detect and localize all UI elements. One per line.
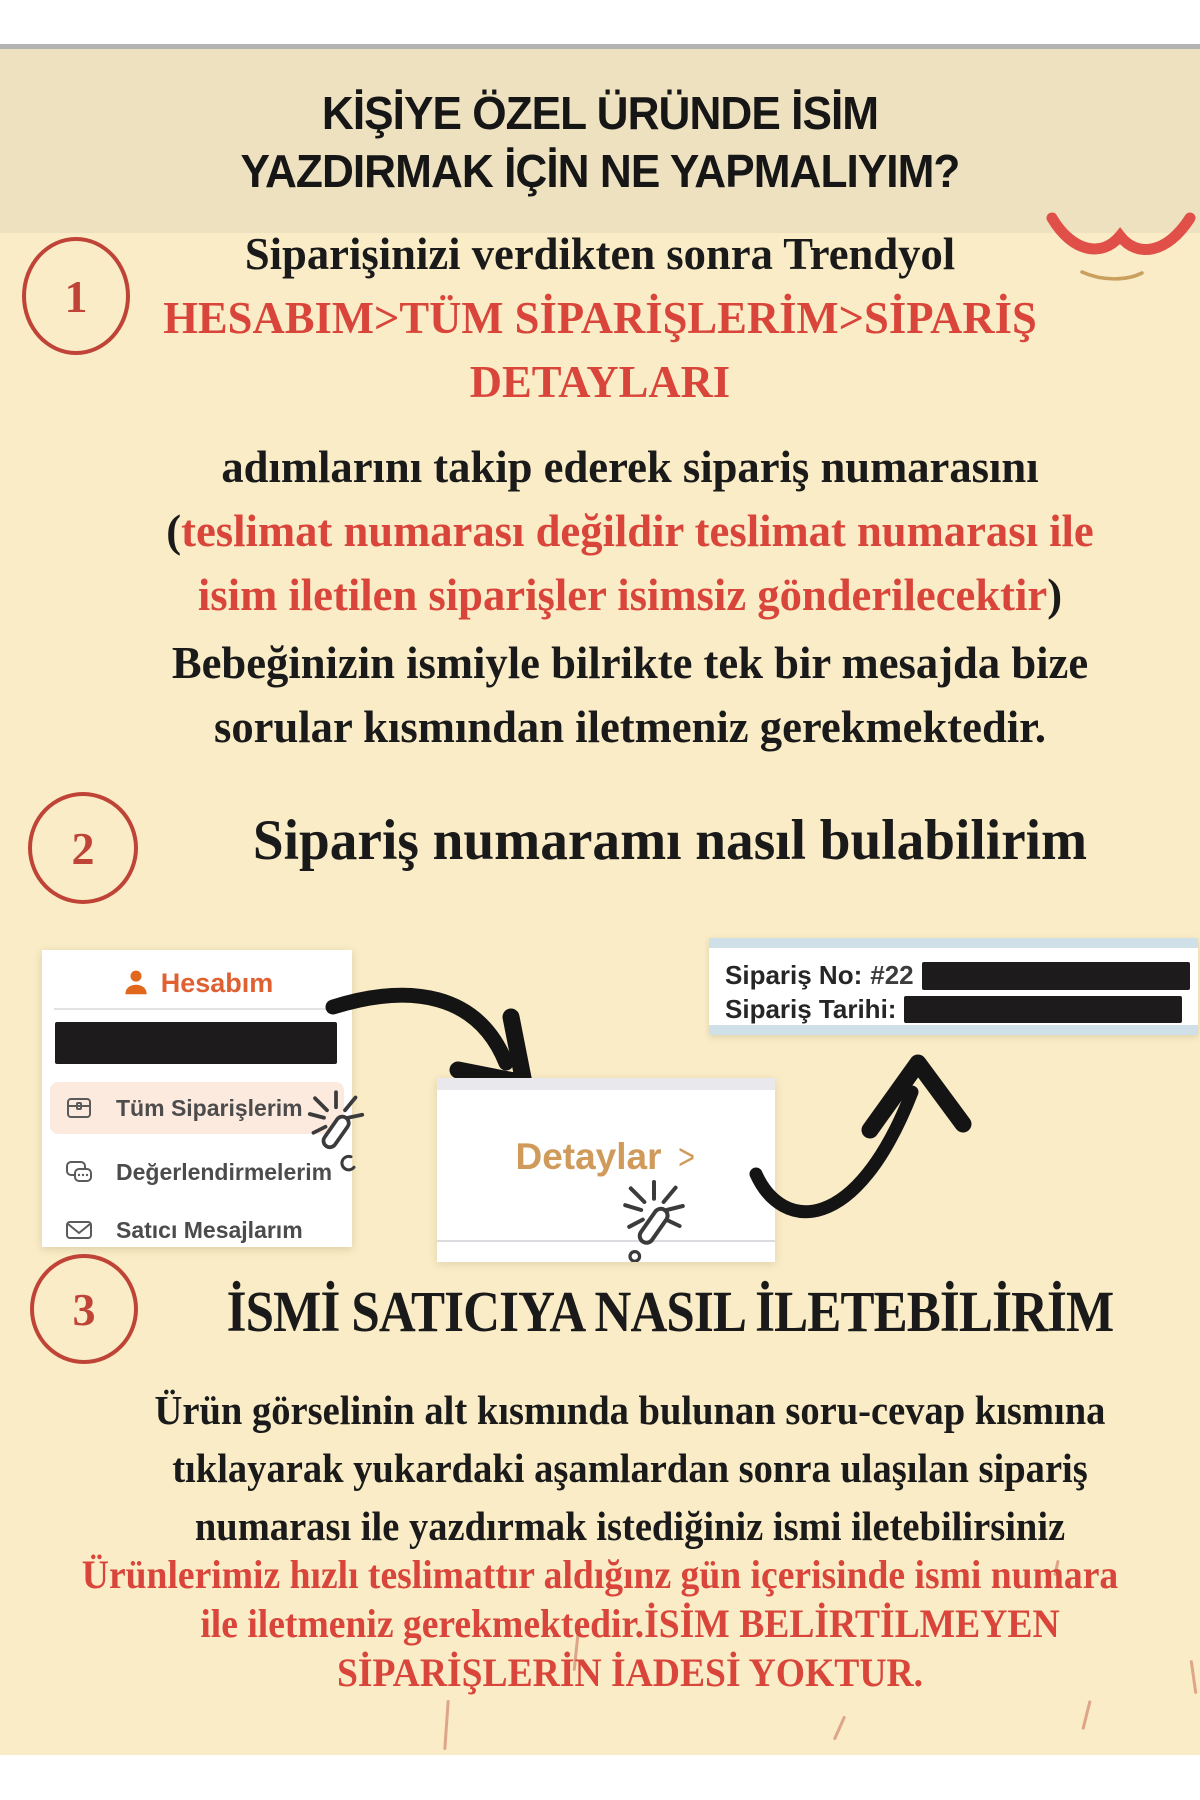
step1-line5-paren: ( — [166, 505, 182, 556]
step3-circle — [30, 1254, 138, 1364]
step1-line5 — [77, 504, 1183, 557]
menu-divider — [54, 1008, 340, 1010]
order-no-value: #22 — [870, 960, 914, 990]
header-band — [0, 49, 1200, 233]
menu-item-reviews[interactable] — [50, 1146, 344, 1198]
step1-line5-red-text: teslimat numarası değildir teslimat numarası ile — [181, 505, 1094, 556]
curved-arrow-icon — [740, 1040, 990, 1240]
tap-click-icon — [622, 1178, 686, 1262]
step3-red-line1: Ürünlerimiz hızlı teslimattır aldığınz gün içerisinde ismi numara — [81, 1552, 1119, 1597]
menu-item-label: Satıcı Mesajlarım — [116, 1216, 303, 1243]
step1-number: 1 — [64, 270, 88, 322]
step1-line7: Bebeğinizin ismiyle bilrikte tek bir mesajda bize — [171, 637, 1089, 688]
details-button[interactable] — [437, 1136, 775, 1178]
redacted-bar — [904, 996, 1182, 1023]
menu-item-label: Değerlendirmelerim — [116, 1158, 333, 1185]
person-icon — [121, 968, 151, 998]
step1-line2: HESABIM>TÜM SİPARİŞLERİM>SİPARİŞ — [163, 292, 1037, 343]
chevron-right-icon: > — [677, 1136, 695, 1177]
order-no-label: Sipariş No: — [725, 960, 863, 990]
step1-line6-paren: ) — [1047, 569, 1063, 620]
step2-heading: Sipariş numaramı nasıl bulabilirim — [252, 809, 1088, 872]
order-date-label: Sipariş Tarihi: — [725, 994, 897, 1024]
order-no-row — [725, 960, 1190, 991]
orders-box-icon — [64, 1093, 94, 1123]
details-button-label: Detaylar — [515, 1136, 662, 1177]
step1-line4: adımlarını takip ederek sipariş numarasını — [221, 441, 1039, 492]
card-top-strip — [709, 938, 1198, 948]
step3-number: 3 — [72, 1283, 96, 1335]
step1-line3: DETAYLARI — [469, 356, 731, 407]
order-date-row — [725, 994, 1182, 1025]
step3-line3: numarası ile yazdırmak istediğiniz ismi iletebilirsiniz — [194, 1503, 1066, 1549]
order-info-card — [709, 938, 1198, 1035]
order-row-card — [437, 1078, 775, 1262]
step3-line1: Ürün görselinin alt kısmında bulunan soru-cevap kısmına — [154, 1387, 1106, 1433]
card-bottom-rule — [437, 1240, 775, 1242]
redacted-bar — [55, 1022, 337, 1064]
step2-number: 2 — [71, 822, 95, 874]
card-top-strip — [437, 1078, 775, 1090]
step3-heading: İSMİ SATICIYA NASIL İLETEBİLİRİM — [226, 1279, 1114, 1344]
messages-envelope-icon — [64, 1215, 94, 1245]
menu-item-label: Tüm Siparişlerim — [116, 1094, 303, 1121]
step2-circle — [28, 792, 138, 904]
step3-red-line2: ile iletmeniz gerekmektedir.İSİM BELİRTİLMEYEN — [200, 1601, 1060, 1646]
menu-item-seller-messages[interactable] — [50, 1204, 344, 1256]
page-title-line2: YAZDIRMAK İÇİN NE YAPMALIYIM? — [240, 145, 960, 197]
step1-line8: sorular kısmından iletmeniz gerekmektedir. — [213, 701, 1047, 752]
page-title-line1: KİŞİYE ÖZEL ÜRÜNDE İSİM — [321, 87, 879, 139]
account-link-label: Hesabım — [160, 967, 274, 998]
card-bottom-strip — [709, 1025, 1198, 1035]
step1-line1: Siparişinizi verdikten sonra Trendyol — [244, 228, 956, 279]
redacted-bar — [922, 962, 1190, 990]
step3-red-line3: SİPARİŞLERİN İADESİ YOKTUR. — [336, 1650, 924, 1695]
reviews-chat-icon — [64, 1157, 94, 1187]
step1-line6-red-text: isim iletilen siparişler isimsiz gönderilecektir — [197, 569, 1048, 620]
step3-line2: tıklayarak yukardaki aşamlardan sonra ulaşılan sipariş — [172, 1445, 1088, 1491]
step1-line6 — [77, 568, 1183, 621]
